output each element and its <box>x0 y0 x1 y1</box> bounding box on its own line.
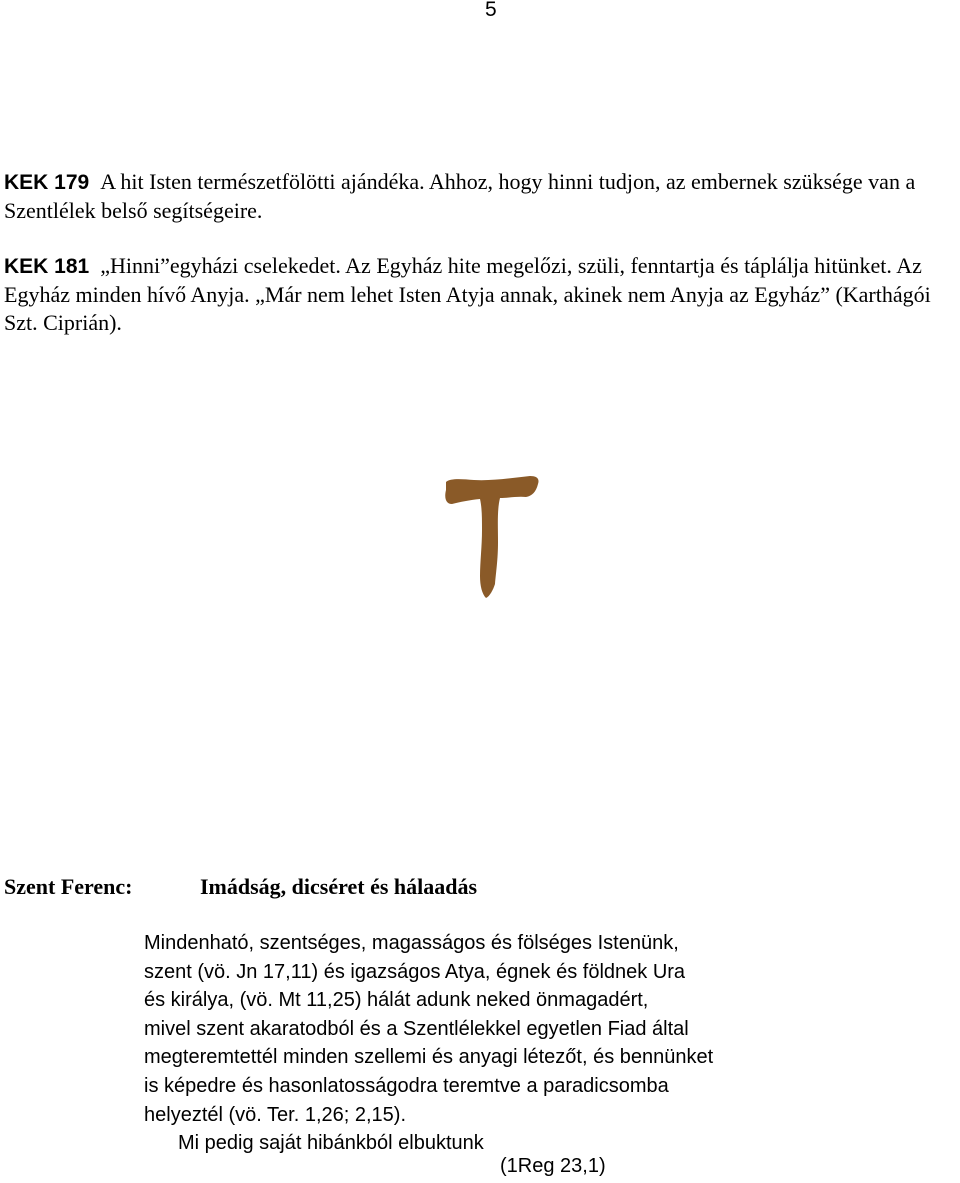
kek-181-label: KEK 181 <box>4 255 90 278</box>
prayer-reference: (1Reg 23,1) <box>500 1155 606 1177</box>
prayer-author: Szent Ferenc: <box>4 874 133 899</box>
prayer-line: Mindenható, szentséges, magasságos és fölséges Istenünk, <box>144 932 679 954</box>
prayer-heading <box>4 874 478 900</box>
prayer-line: is képedre és hasonlatosságodra teremtve a paradicsomba <box>144 1074 669 1097</box>
kek-179-text: A hit Isten természetfölötti ajándéka. Ahhoz, hogy hinni tudjon, az embernek szüksége van a Szentlélek belső segítségeire. <box>4 169 916 223</box>
prayer-line: Mi pedig saját hibánkból elbuktunk <box>178 1132 484 1155</box>
tau-cross-icon <box>440 470 542 600</box>
kek-181-text: „Hinni”egyházi cselekedet. Az Egyház hite megelőzi, szüli, fenntartja és táplálja hitünket. Az Egyház minden hívő Anyja. „Már nem lehet Isten Atyja annak, akinek nem Anyja az Egyház” (Karthágói Szt. Ciprián). <box>4 253 931 335</box>
prayer-line: és királya, (vö. Mt 11,25) hálát adunk neked önmagadért, <box>144 989 649 1012</box>
prayer-title: Imádság, dicséret és hálaadás <box>200 874 478 899</box>
prayer-line: szent (vö. Jn 17,11) és igazságos Atya, égnek és földnek Ura <box>144 960 686 983</box>
kek-179-label: KEK 179 <box>4 171 90 194</box>
prayer-line: helyeztél (vö. Ter. 1,26; 2,15). <box>144 1103 407 1126</box>
prayer-line: megteremtettél minden szellemi és anyagi létezőt, és bennünket <box>144 1046 714 1069</box>
prayer-line: mivel szent akaratodból és a Szentlélekkel egyetlen Fiad által <box>144 1017 689 1040</box>
kek-181-paragraph <box>4 252 956 337</box>
prayer-body <box>144 929 713 1158</box>
page-number: 5 <box>485 0 497 21</box>
kek-179-paragraph <box>4 168 956 225</box>
